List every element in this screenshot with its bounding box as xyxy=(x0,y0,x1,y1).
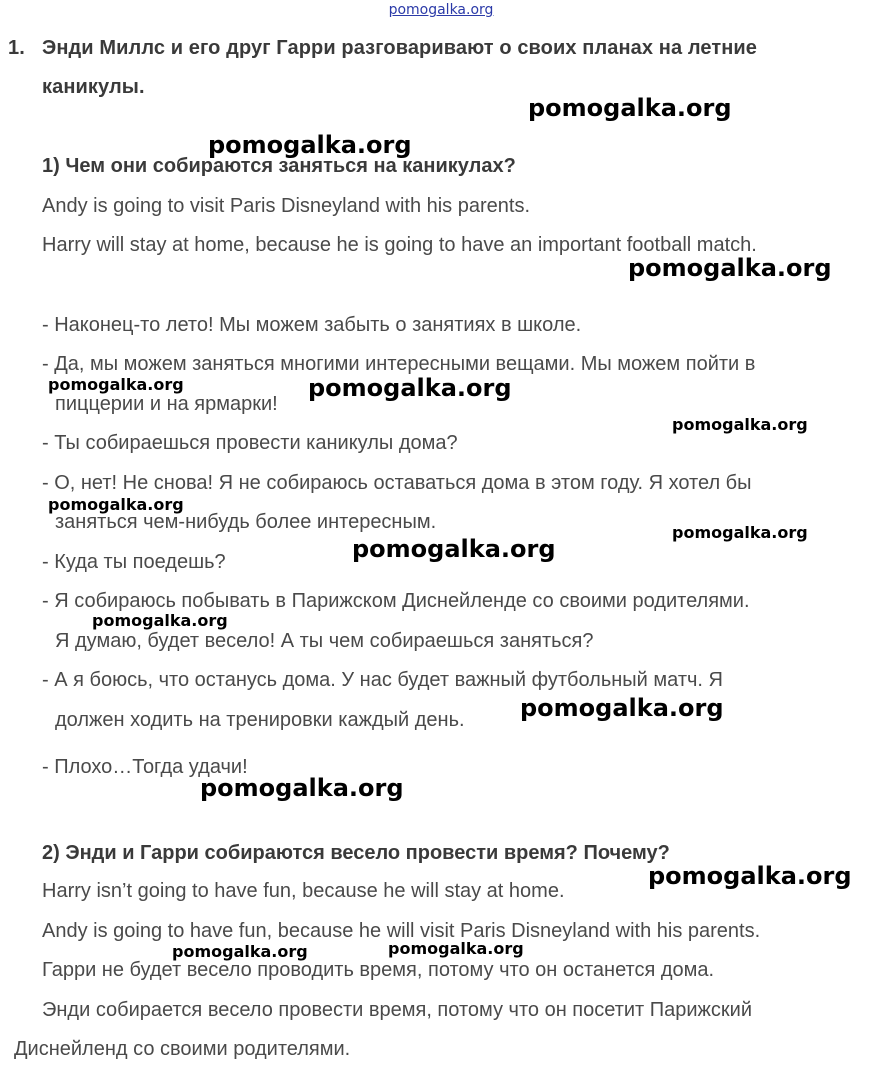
task-title-line2: каникулы. xyxy=(42,76,145,98)
dialogue-line: заняться чем-нибудь более интересным. xyxy=(55,511,437,533)
q1-answer: Harry will stay at home, because he is going to have an important football match. xyxy=(42,234,757,256)
task-title-line1: Энди Миллс и его друг Гарри разговаривают о своих планах на летние xyxy=(42,37,758,59)
watermark: pomogalka.org xyxy=(388,939,524,958)
dialogue-line: - Плохо…Тогда удачи! xyxy=(42,756,248,778)
q2-answer: Harry isn’t going to have fun, because he will stay at home. xyxy=(42,880,565,902)
watermark: pomogalka.org xyxy=(208,131,412,159)
q2-answer: Andy is going to have fun, because he will visit Paris Disneyland with his parents. xyxy=(42,920,761,942)
q2-answer: Энди собирается весело провести время, потому что он посетит Парижский xyxy=(42,999,753,1021)
watermark: pomogalka.org xyxy=(628,254,832,282)
watermark: pomogalka.org xyxy=(672,415,808,434)
dialogue-line: - Я собираюсь побывать в Парижском Диснейленде со своими родителями. xyxy=(42,590,750,612)
question-2-title: 2) Энди и Гарри собираются весело провести время? Почему? xyxy=(42,842,670,864)
watermark: pomogalka.org xyxy=(172,942,308,961)
watermark: pomogalka.org xyxy=(648,862,852,890)
watermark: pomogalka.org xyxy=(672,523,808,542)
dialogue-line: пиццерии и на ярмарки! xyxy=(55,393,278,415)
q1-answer: Andy is going to visit Paris Disneyland with his parents. xyxy=(42,195,531,217)
watermark: pomogalka.org xyxy=(308,374,512,402)
watermark: pomogalka.org xyxy=(48,495,184,514)
watermark: pomogalka.org xyxy=(520,694,724,722)
q2-answer: Диснейленд со своими родителями. xyxy=(14,1038,351,1060)
watermark: pomogalka.org xyxy=(200,774,404,802)
dialogue-line: - Куда ты поедешь? xyxy=(42,551,226,573)
watermark: pomogalka.org xyxy=(352,535,556,563)
question-1-title: 1) Чем они собираются заняться на каникулах? xyxy=(42,155,516,177)
dialogue-line: - А я боюсь, что останусь дома. У нас будет важный футбольный матч. Я xyxy=(42,669,723,691)
top-link[interactable]: pomogalka.org xyxy=(388,2,494,18)
watermark: pomogalka.org xyxy=(48,375,184,394)
watermark: pomogalka.org xyxy=(528,94,732,122)
dialogue-line: - О, нет! Не снова! Я не собираюсь оставаться дома в этом году. Я хотел бы xyxy=(42,472,752,494)
dialogue-line: - Да, мы можем заняться многими интересными вещами. Мы можем пойти в xyxy=(42,353,756,375)
watermark: pomogalka.org xyxy=(92,611,228,630)
dialogue-line: - Наконец-то лето! Мы можем забыть о занятиях в школе. xyxy=(42,314,582,336)
dialogue-line: должен ходить на тренировки каждый день. xyxy=(55,709,465,731)
q2-answer: Гарри не будет весело проводить время, потому что он останется дома. xyxy=(42,959,715,981)
task-number: 1. xyxy=(8,37,25,59)
dialogue-line: - Ты собираешься провести каникулы дома? xyxy=(42,432,458,454)
dialogue-line: Я думаю, будет весело! А ты чем собираешься заняться? xyxy=(55,630,594,652)
